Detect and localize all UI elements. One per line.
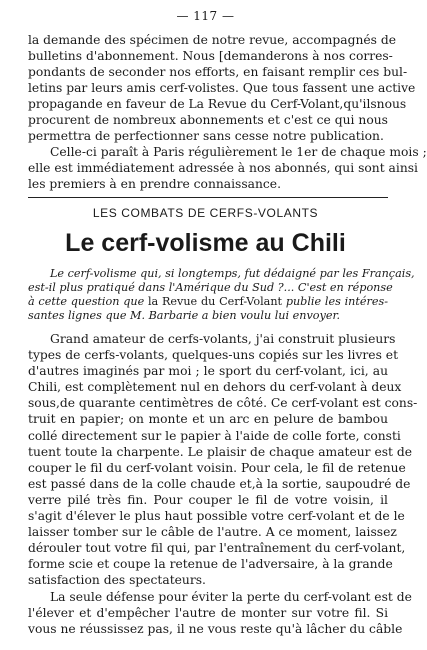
journal-name: la Revue du Cerf-Volant [147, 295, 283, 308]
text-line: truit en papier; on monte et un arc en pelure de bambou [28, 412, 388, 427]
text-line: est passé dans de la colle chaude et,à la sortie, saupoudré de [28, 476, 411, 491]
lead-line: Le cerf-volisme qui, si longtemps, fut dédaigné par les Français, [50, 267, 415, 280]
text-line: Chili, est complètement nul en dehors du cerf-volant à deux [28, 380, 402, 395]
text-line: tuent toute la charpente. Le plaisir de chaque amateur est de [28, 444, 413, 459]
text-line: elle est immédiatement adressée à nos abonnés, qui sont ainsi [28, 161, 418, 175]
text-line: vous ne réussissez pas, il ne vous reste qu'à lâcher du câble [28, 621, 403, 636]
text-line: sous,de quarante centimètres de côté. Ce cerf-volant est cons- [28, 396, 418, 411]
text-line: collé directement sur le papier à l'aide de colle forte, consti [28, 428, 401, 443]
text-line: Grand amateur de cerfs-volants, j'ai construit plusieurs [50, 332, 396, 346]
text-line: letins par leurs amis cerf-volistes. Que tous fassent une active [28, 81, 416, 95]
text-line: satisfaction des spectateurs. [28, 573, 206, 588]
text-line: la demande des spécimen de notre revue, accompagnés de [28, 33, 397, 47]
text-line: La seule défense pour éviter la perte du cerf-volant est de [50, 589, 412, 604]
text-line: permettra de perfectionner sans cesse notre publication. [28, 129, 384, 143]
section-divider [28, 197, 388, 198]
article-body [28, 331, 418, 637]
text-line: forme scie et coupe la retenue de l'adversaire, à la grande [28, 557, 393, 572]
lead-line [28, 295, 388, 309]
text-line: s'agit d'élever le plus haut possible votre cerf-volant et de le [28, 509, 405, 524]
lead-fragment: à cette question que [28, 295, 148, 308]
text-line: d'autres imaginés par moi ; le sport du cerf-volant, ici, au [28, 364, 388, 379]
article-lead [28, 267, 415, 323]
section-title: LES COMBATS DE CERFS-VOLANTS [92, 206, 319, 220]
page-number: — 117 — [176, 9, 235, 23]
intro-text [28, 32, 427, 192]
lead-line: santes lignes que M. Barbarie a bien voulu lui envoyer. [28, 309, 341, 322]
text-line: procurent de nombreux abonnements et c'est ce qui nous [28, 113, 388, 127]
text-line: bulletins d'abonnement. Nous [demanderons à nos corres- [28, 49, 393, 63]
article-title: Le cerf-volisme au Chili [65, 229, 346, 257]
text-line: les premiers à en prendre connaissance. [28, 177, 281, 191]
lead-line: est-il plus pratiqué dans l'Amérique du Sud ?... C'est en réponse [28, 281, 393, 294]
text-line: couper le fil du cerf-volant voisin. Pour cela, le fil de retenue [28, 460, 406, 475]
lead-fragment: publie les intéres- [282, 295, 388, 308]
text-line: propagande en faveur de La Revue du Cerf-Volant,qu'ilsnous [28, 97, 407, 111]
text-line: types de cerfs-volants, quelques-uns copiés sur les livres et [28, 348, 399, 363]
text-line: laisser tomber sur le câble de l'autre. A ce moment, laissez [28, 525, 397, 540]
text-line: pondants de seconder nos efforts, en faisant remplir ces bul- [28, 65, 408, 79]
text-line: l'élever et d'empêcher l'autre de monter sur votre fil. Si [28, 605, 388, 620]
text-line: Celle-ci paraît à Paris régulièrement le 1er de chaque mois ; [50, 145, 427, 159]
text-line: verre pilé très fin. Pour couper le fil de votre voisin, il [28, 492, 388, 507]
text-line: dérouler tout votre fil qui, par l'entraînement du cerf-volant, [28, 541, 406, 556]
